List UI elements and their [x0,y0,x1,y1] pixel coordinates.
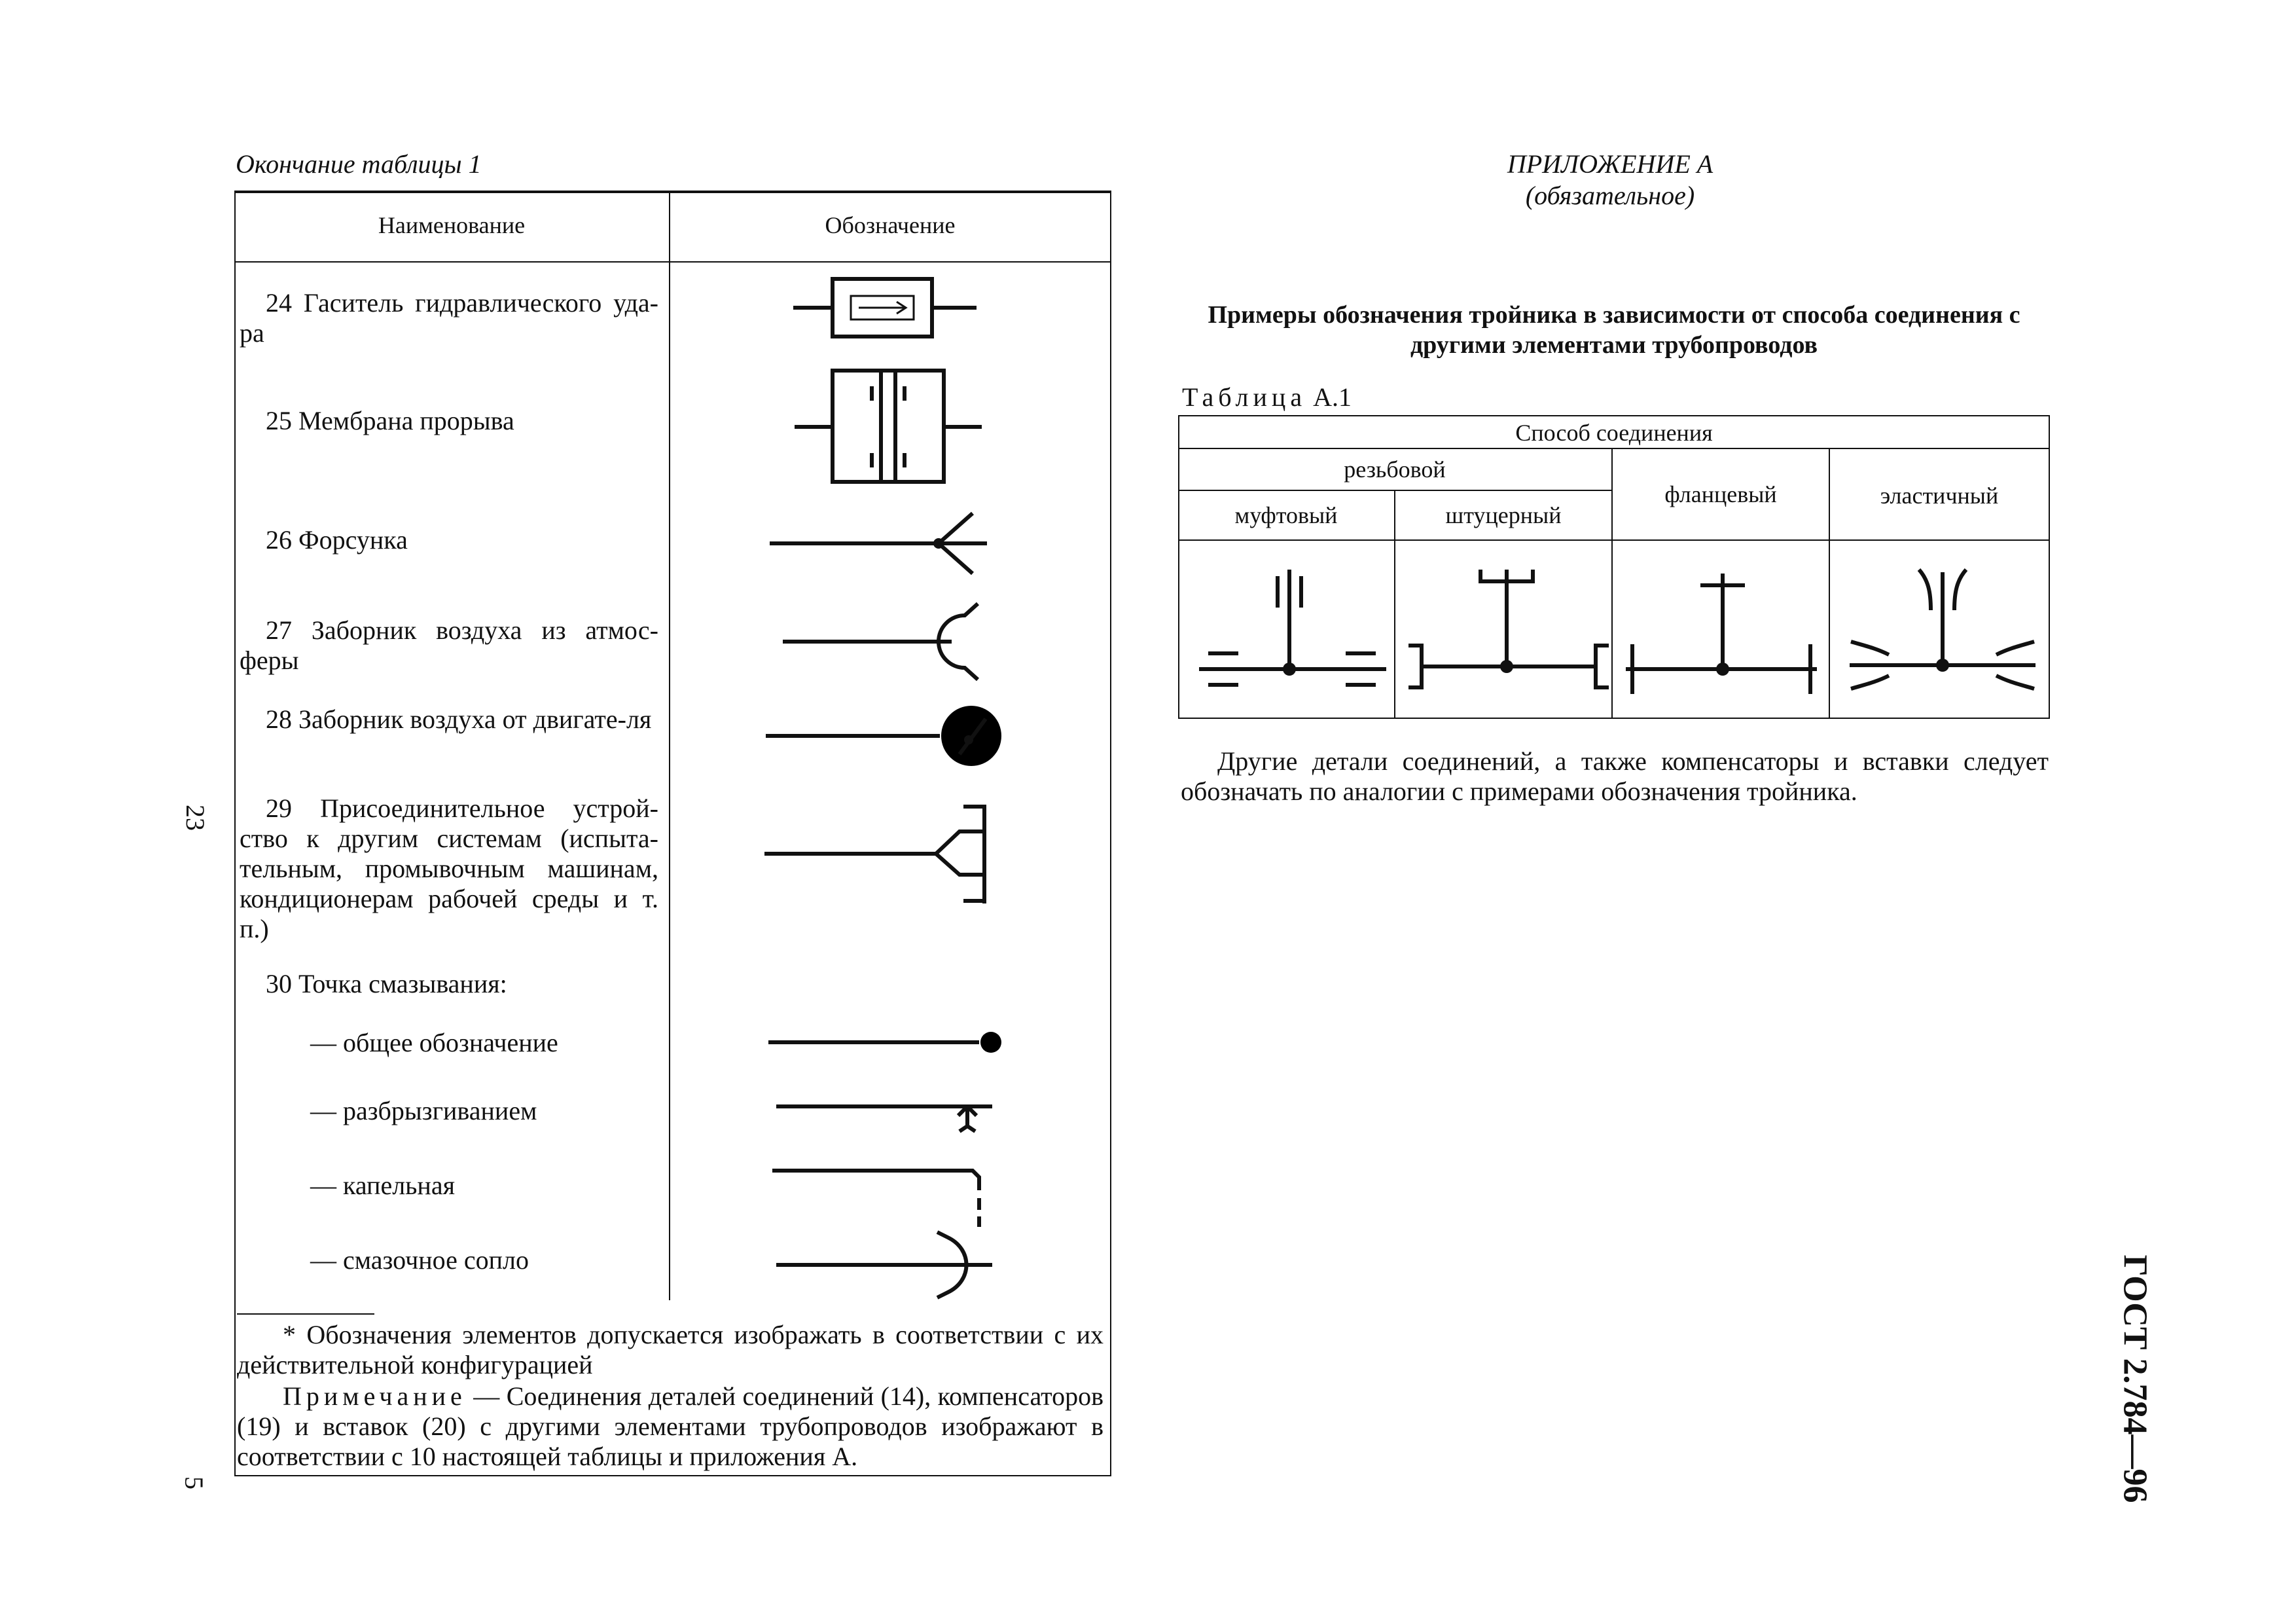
appendix-title: ПРИЛОЖЕНИЕ А [1507,149,1713,179]
continuation-caption: Окончание таблицы 1 [236,149,482,179]
table-caption: Таблица А.1 [1182,382,1352,412]
appendix-heading: Примеры обозначения тройника в зависимости от способа соединения с другими элементами трубопроводов [1208,301,2020,359]
footnote-divider [237,1313,374,1315]
connection-device-symbol [764,807,984,903]
lubrication-general-symbol [768,1032,1001,1053]
air-intake-atmosphere-symbol [783,604,978,680]
subrow-nozzle: — смазочное сопло [310,1245,529,1275]
header-coupling: муфтовый [1234,502,1338,528]
margin-page-number-top: 23 [181,805,210,831]
lubrication-drip-symbol [772,1171,979,1227]
table-row-24: 24 Гаситель гидравлического уда-ра [240,288,658,348]
appendix-subtitle: (обязательное) [1525,181,1695,210]
table-row-29: 29 Присоединительное устрой-ство к другим системам (испыта-тельным, промывочным машинам, кондиционерам рабочей среды и т. п.) [240,793,658,943]
table-row-25: 25 Мембрана прорыва [266,406,514,435]
table-a1 [1178,415,2050,719]
table-note: Примечание — Соединения деталей соединений (14), компенсаторов (19) и вставок (20) с другими элементами трубопроводов изображают в соответствии с 10 настоящей таблицы и приложения А. [237,1381,1104,1471]
table-row-27: 27 Заборник воздуха из атмос-феры [240,615,658,675]
burst-membrane-symbol [795,371,982,482]
hydraulic-shock-absorber-symbol [793,279,977,337]
appendix-paragraph: Другие детали соединений, а также компенсаторы и вставки следует обозначать по аналогии с примерами обозначения тройника. [1181,746,2049,806]
subrow-spray: — разбрызгиванием [310,1096,537,1125]
header-union: штуцерный [1445,502,1562,528]
nozzle-symbol [770,513,987,574]
subrow-general: — общее обозначение [310,1028,558,1057]
table-row-30: 30 Точка смазывания: [266,969,507,998]
lubrication-spray-symbol [776,1106,992,1131]
margin-page-number-bottom: 5 [179,1476,209,1489]
header-elastic: эластичный [1880,483,1999,509]
column-header-name: Наименование [378,212,526,238]
column-header-symbol: Обозначение [825,212,956,238]
lubrication-nozzle-symbol [776,1232,992,1298]
header-connection-method: Способ соединения [1515,420,1713,446]
table-row-28: 28 Заборник воздуха от двигате-ля [266,704,652,734]
subrow-drip: — капельная [310,1171,455,1200]
standard-code: ГОСТ 2.784—96 [2116,1254,2154,1503]
header-threaded: резьбовой [1344,456,1446,483]
footnote: * Обозначения элементов допускается изображать в соответствии с их действительной конфигурацией [237,1320,1103,1379]
air-intake-engine-symbol [766,706,1001,766]
header-flange: фланцевый [1664,481,1777,507]
table-row-26: 26 Форсунка [266,525,408,555]
